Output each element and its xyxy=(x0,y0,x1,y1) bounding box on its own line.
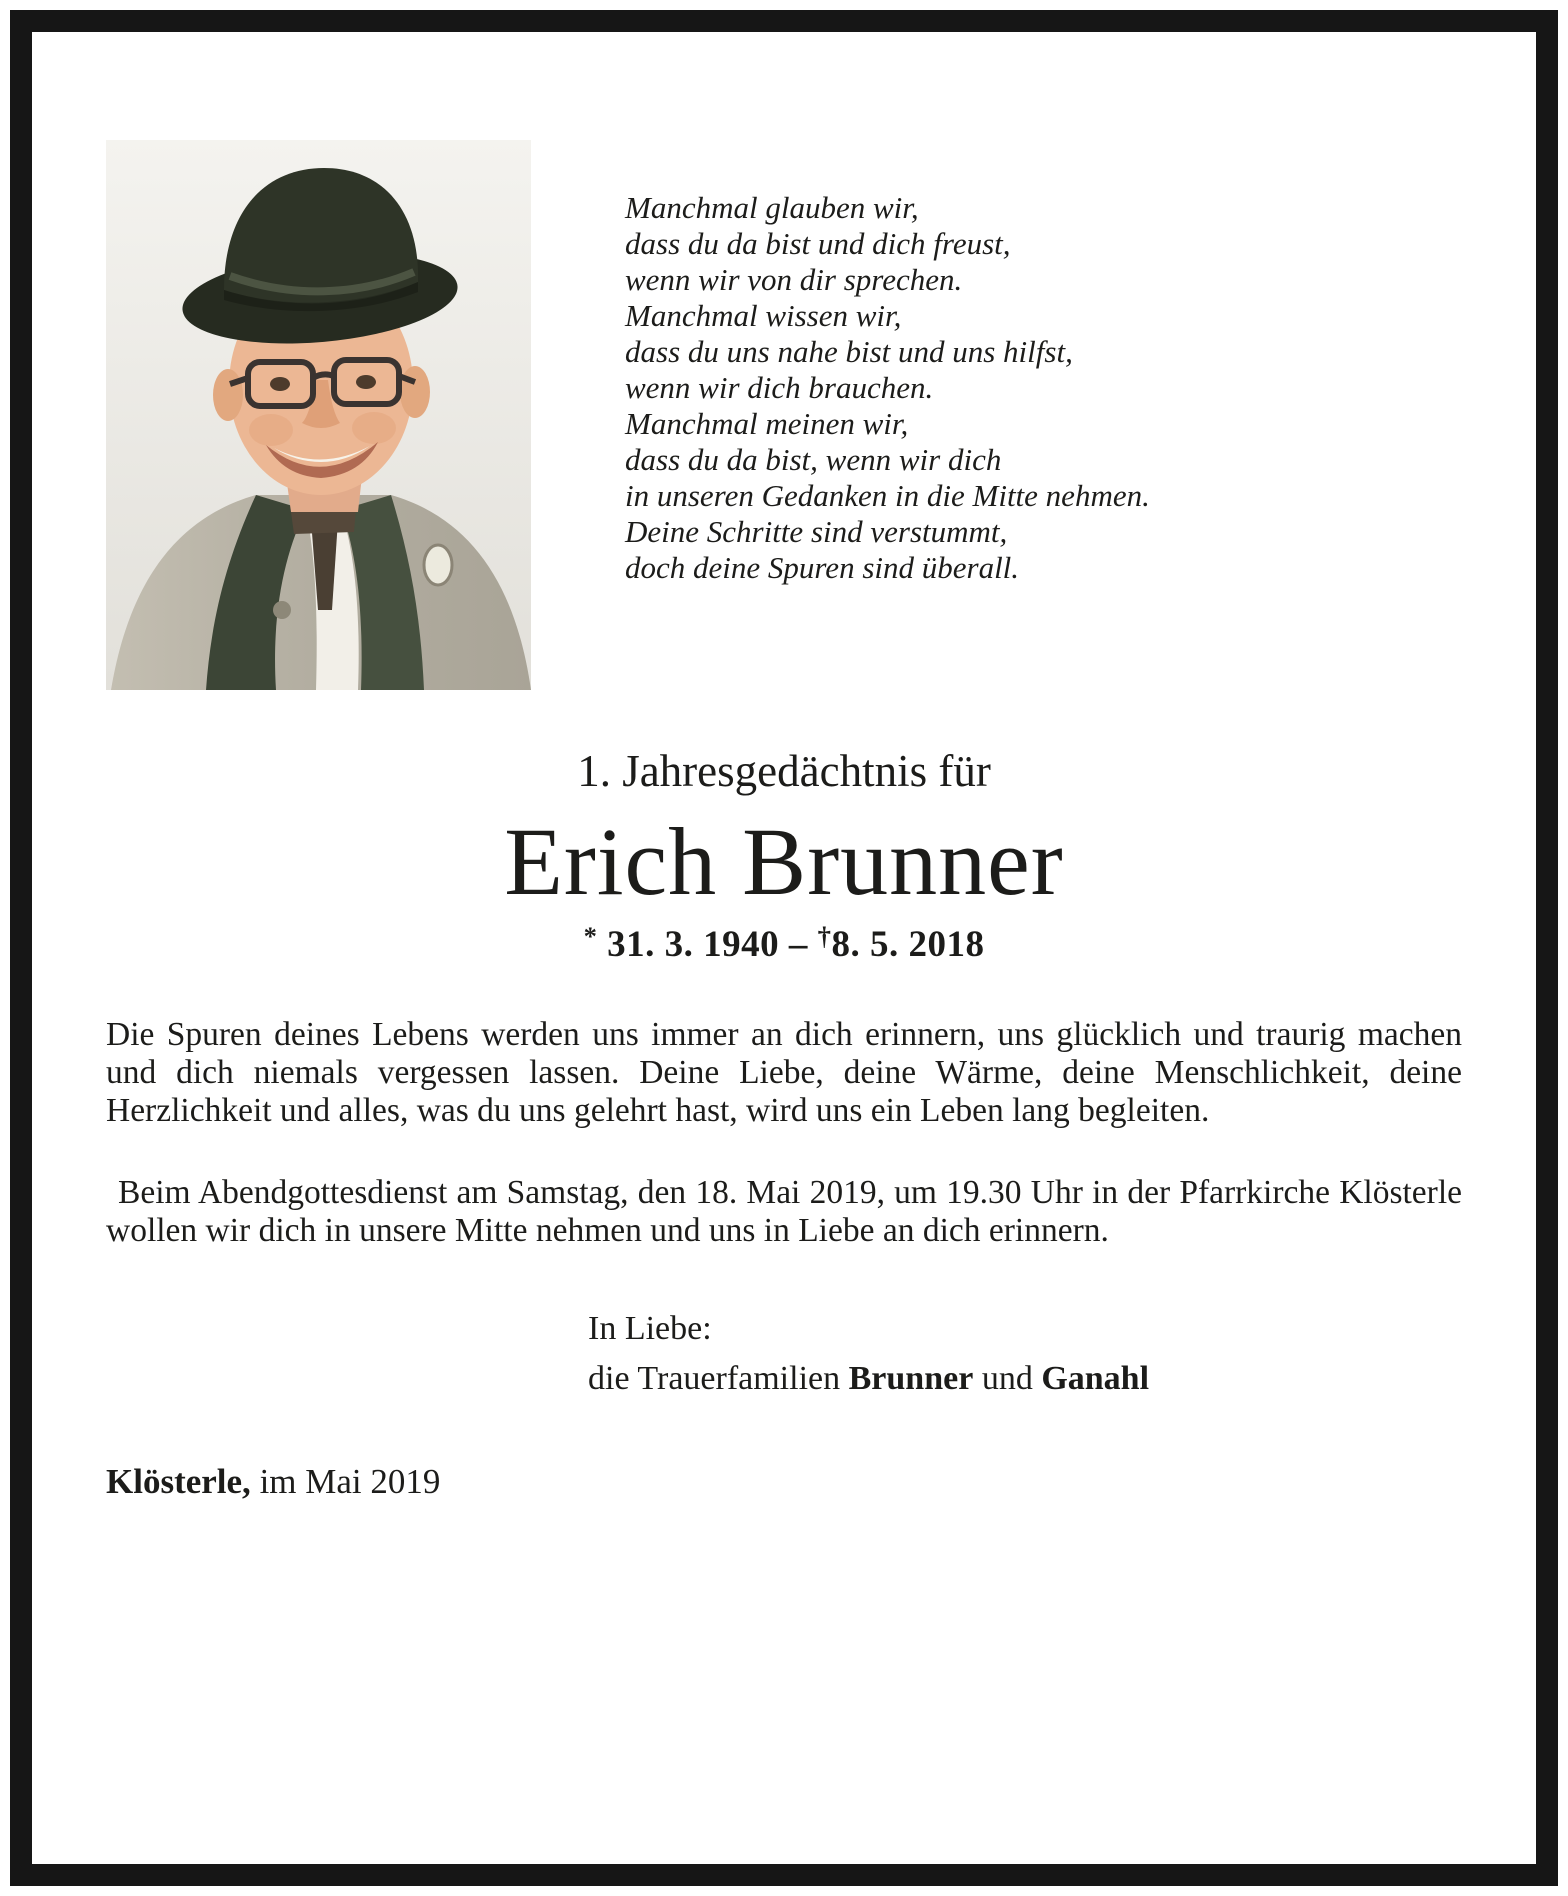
family-name-1: Brunner xyxy=(848,1359,974,1397)
poem-line: wenn wir von dir sprechen. xyxy=(625,262,963,297)
poem-line: dass du da bist, wenn wir dich xyxy=(625,442,1002,477)
family-name-2: Ganahl xyxy=(1041,1359,1150,1397)
closing-block xyxy=(588,1304,1462,1404)
closing-salutation: In Liebe: xyxy=(588,1309,712,1347)
memorial-text-paragraph-2: Beim Abendgottesdienst am Samstag, den 18. Mai 2019, um 19.30 Uhr in der Pfarrkirche Klösterle wollen wir dich in unsere Mitte nehmen und uns in Liebe an dich erinnern. xyxy=(106,1173,1462,1249)
families-prefix: die Trauerfamilien xyxy=(588,1359,841,1397)
poem-line: Deine Schritte sind verstummt, xyxy=(625,514,1008,549)
birth-date: 31. 3. 1940 xyxy=(607,923,780,965)
top-section xyxy=(106,140,1462,690)
poem-line: wenn wir dich brauchen. xyxy=(625,370,934,405)
families-conjunction: und xyxy=(981,1359,1033,1397)
poem-line: Manchmal glauben wir, xyxy=(625,190,919,225)
date-text: im Mai 2019 xyxy=(259,1461,441,1501)
poem-line: in unseren Gedanken in die Mitte nehmen. xyxy=(625,478,1150,513)
place-date-line xyxy=(106,1462,1462,1502)
deceased-name: Erich Brunner xyxy=(504,808,1064,915)
place-name: Klösterle, xyxy=(106,1461,251,1501)
death-date: 8. 5. 2018 xyxy=(831,923,985,965)
obituary-frame xyxy=(10,10,1558,1886)
birth-symbol: * xyxy=(583,920,598,951)
death-symbol: † xyxy=(817,920,832,951)
poem-line: Manchmal meinen wir, xyxy=(625,406,909,441)
memorial-text-paragraph-1: Die Spuren deines Lebens werden uns immer an dich erinnern, uns glücklich und traurig machen und dich niemals vergessen lassen. Deine Liebe, deine Wärme, deine Menschlichkeit, deine Herzlichkeit und alles, was du uns gelehrt hast, wird uns ein Leben lang begleiten. xyxy=(106,1015,1462,1129)
memorial-occasion: 1. Jahresgedächtnis für xyxy=(577,746,991,796)
dates-dash: – xyxy=(788,923,808,965)
poem-line: doch deine Spuren sind überall. xyxy=(625,550,1020,585)
poem-line: dass du uns nahe bist und uns hilfst, xyxy=(625,334,1073,369)
closing-families xyxy=(588,1354,1462,1404)
poem-line: Manchmal wissen wir, xyxy=(625,298,902,333)
portrait-illustration xyxy=(106,140,531,690)
poem-line: dass du da bist und dich freust, xyxy=(625,226,1011,261)
life-dates xyxy=(106,921,1462,966)
memorial-poem xyxy=(625,140,1150,586)
portrait-photo xyxy=(106,140,531,690)
